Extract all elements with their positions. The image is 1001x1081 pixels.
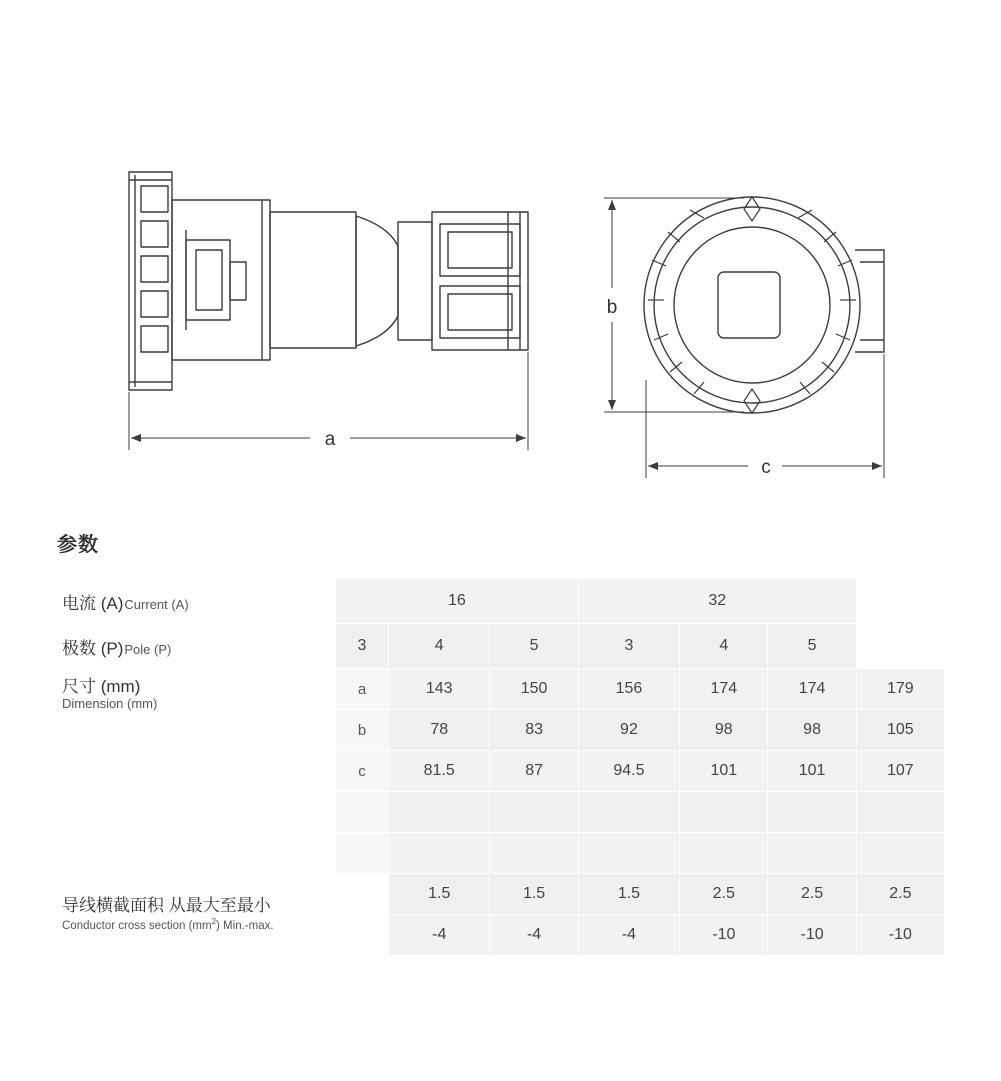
technical-drawing	[0, 0, 1001, 500]
cell-dim-a-5: 174	[768, 669, 856, 710]
drawing-svg	[0, 0, 1001, 500]
cell-pole-6: 5	[768, 624, 856, 669]
row-label-pole-cn: 极数 (P)	[62, 638, 124, 658]
sublabel-a: a	[336, 669, 389, 710]
sublabel-empty-2	[336, 833, 389, 874]
cell-cond-max-4: -10	[680, 915, 768, 956]
cell-empty-2-6	[856, 833, 944, 874]
cell-dim-a-1: 143	[389, 669, 490, 710]
cell-empty-1-5	[768, 792, 856, 833]
cell-current-16: 16	[336, 579, 579, 624]
cell-dim-c-3: 94.5	[578, 751, 679, 792]
cell-dim-a-4: 174	[680, 669, 768, 710]
cell-cond-max-1: -4	[389, 915, 490, 956]
side-view-connector	[129, 172, 528, 390]
row-label-conductor	[58, 874, 389, 956]
row-label-conductor-en-pre: Conductor cross section	[62, 919, 186, 932]
table-row-pole	[58, 624, 945, 669]
row-label-pole	[58, 624, 336, 669]
sublabel-empty-1	[336, 792, 389, 833]
table-row-current	[58, 579, 945, 624]
cell-pole-1: 3	[336, 624, 389, 669]
row-label-current	[58, 579, 336, 624]
table-row-conductor-min	[58, 874, 945, 915]
cell-pole-4: 3	[578, 624, 679, 669]
sublabel-c: c	[336, 751, 389, 792]
cell-cond-max-3: -4	[578, 915, 679, 956]
page-title: 参数	[57, 534, 99, 556]
cell-dim-c-4: 101	[680, 751, 768, 792]
cell-dim-c-2: 87	[490, 751, 578, 792]
cell-cond-max-5: -10	[768, 915, 856, 956]
row-label-current-cn: 电流 (A)	[62, 593, 124, 613]
cell-cond-min-6: 2.5	[856, 874, 944, 915]
cell-dim-b-4: 98	[680, 710, 768, 751]
cell-empty-2-1	[389, 833, 490, 874]
cell-cond-max-2: -4	[490, 915, 578, 956]
row-label-pole-en: Pole (P)	[124, 641, 172, 657]
cell-dim-a-2: 150	[490, 669, 578, 710]
cell-current-32: 32	[578, 579, 856, 624]
cell-dim-b-6: 105	[856, 710, 944, 751]
row-label-dimension-en: Dimension (mm)	[62, 695, 158, 711]
front-view-connector	[644, 197, 884, 413]
row-label-conductor-en-sup: 2	[211, 917, 217, 927]
cell-dim-c-1: 81.5	[389, 751, 490, 792]
cell-empty-1-1	[389, 792, 490, 833]
cell-cond-min-1: 1.5	[389, 874, 490, 915]
row-label-conductor-cn: 导线横截面积 从最大至最小	[62, 896, 271, 916]
cell-dim-b-5: 98	[768, 710, 856, 751]
cell-dim-b-2: 83	[490, 710, 578, 751]
cell-empty-1-4	[680, 792, 768, 833]
cell-empty-1-6	[856, 792, 944, 833]
cell-cond-min-3: 1.5	[578, 874, 679, 915]
cell-empty-1-2	[490, 792, 578, 833]
row-label-conductor-en-unit: (mm	[188, 919, 212, 932]
dimension-label-b: b	[606, 297, 618, 318]
cell-empty-2-3	[578, 833, 679, 874]
row-label-current-en: Current (A)	[124, 596, 189, 612]
cell-dim-a-3: 156	[578, 669, 679, 710]
cell-cond-min-4: 2.5	[680, 874, 768, 915]
table-row-dimension-a	[58, 669, 945, 710]
cell-dim-c-6: 107	[856, 751, 944, 792]
cell-dim-a-6: 179	[856, 669, 944, 710]
parameters-table	[57, 578, 945, 956]
dimension-label-a: a	[324, 429, 336, 450]
cell-dim-c-5: 101	[768, 751, 856, 792]
row-label-dimension	[58, 669, 336, 874]
cell-empty-2-2	[490, 833, 578, 874]
row-label-conductor-en	[62, 917, 387, 934]
cell-pole-5: 4	[680, 624, 768, 669]
row-label-conductor-en-post: ) Min.-max.	[216, 919, 274, 932]
cell-cond-max-6: -10	[856, 915, 944, 956]
cell-pole-3: 5	[490, 624, 578, 669]
cell-empty-1-3	[578, 792, 679, 833]
dimension-label-c: c	[761, 457, 771, 478]
row-label-dimension-cn: 尺寸 (mm)	[62, 677, 141, 696]
cell-pole-2: 4	[389, 624, 490, 669]
cell-dim-b-1: 78	[389, 710, 490, 751]
cell-empty-2-5	[768, 833, 856, 874]
cell-cond-min-5: 2.5	[768, 874, 856, 915]
cell-cond-min-2: 1.5	[490, 874, 578, 915]
cell-empty-2-4	[680, 833, 768, 874]
cell-dim-b-3: 92	[578, 710, 679, 751]
sublabel-b: b	[336, 710, 389, 751]
